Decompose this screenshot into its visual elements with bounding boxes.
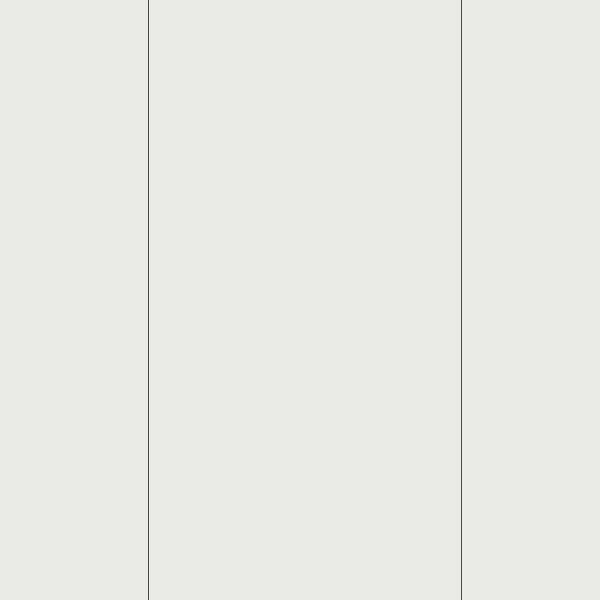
column-rule-right <box>461 0 462 600</box>
column-rule-left <box>148 0 149 600</box>
